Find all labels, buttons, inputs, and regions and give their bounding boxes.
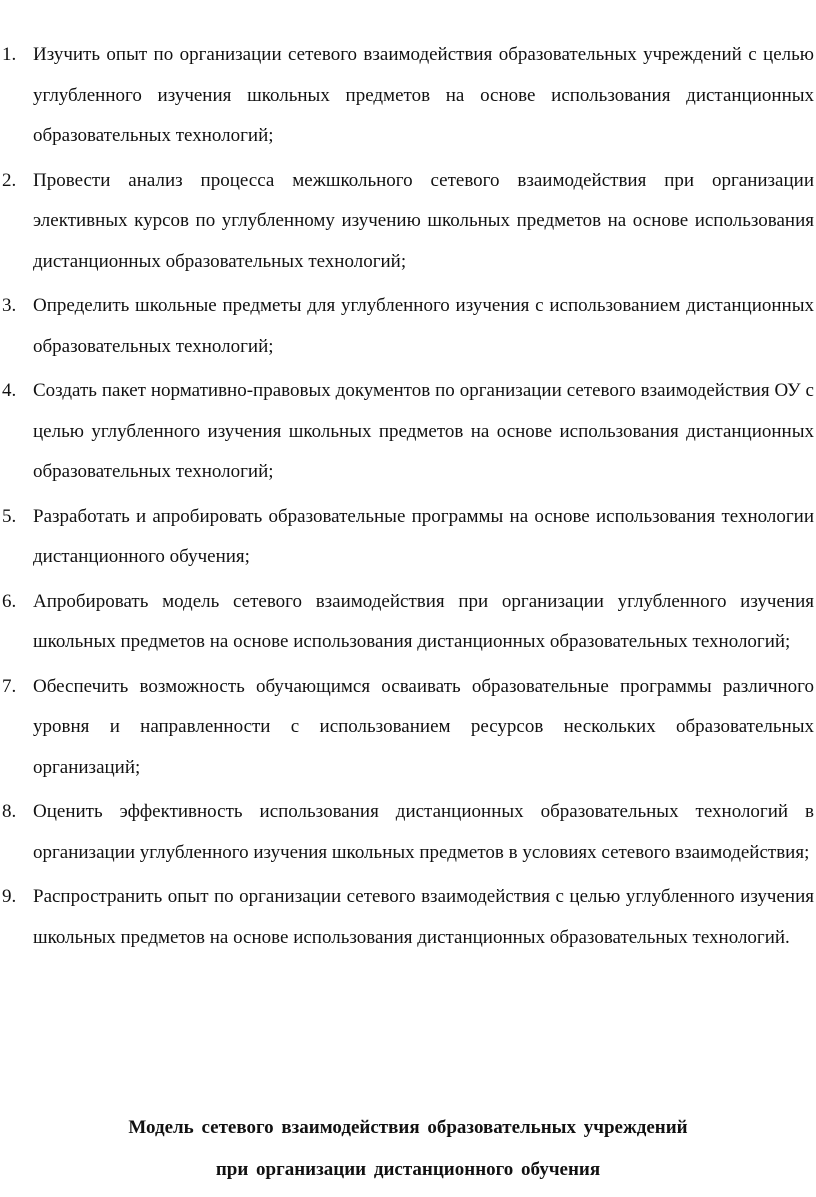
list-item (0, 286, 814, 367)
list-item-number: 5. (2, 505, 17, 527)
list-item (0, 792, 814, 873)
list-item-number: 7. (2, 675, 17, 697)
list-item (0, 371, 814, 493)
list-item-number: 2. (2, 169, 17, 191)
list-item (0, 497, 814, 578)
list-item-text: Апробировать модель сетевого взаимодействия при организации углубленного изучения школьных предметов на основе использования дистанционных образовательных технологий; (33, 590, 814, 652)
list-item-number: 6. (2, 590, 17, 612)
list-item-number: 8. (2, 801, 17, 822)
list-item (0, 582, 814, 663)
list-item (0, 877, 814, 958)
section-heading-line-2: при организации дистанционного обучения (215, 1159, 601, 1180)
list-item (0, 35, 814, 157)
list-item (0, 161, 814, 283)
list-item-text: Распространить опыт по организации сетевого взаимодействия с целью углубленного изучения школьных предметов на основе использования дистанционных образовательных технологий. (33, 886, 814, 948)
section-heading-line-1: Модель сетевого взаимодействия образовательных учреждений (128, 1117, 688, 1138)
list-item-text: Изучить опыт по организации сетевого взаимодействия образовательных учреждений с целью углубленного изучения школьных предметов на основе использования дистанционных образовательных технологий; (33, 44, 814, 146)
list-item-number: 9. (2, 886, 17, 907)
list-item (0, 667, 814, 789)
list-item-text: Разработать и апробировать образовательные программы на основе использования технологии дистанционного обучения; (33, 505, 814, 567)
list-item-text: Определить школьные предметы для углубленного изучения с использованием дистанционных образовательных технологий; (33, 295, 814, 357)
list-item-text: Обеспечить возможность обучающимся осваивать образовательные программы различного уровня и направленности с использованием ресурсов нескольких образовательных организаций; (33, 675, 814, 778)
list-item-number: 3. (2, 295, 17, 316)
list-item-text: Создать пакет нормативно-правовых документов по организации сетевого взаимодействия ОУ с целью углубленного изучения школьных предметов на основе использования дистанционных образовательных технологий; (33, 380, 814, 482)
list-item-text: Провести анализ процесса межшкольного сетевого взаимодействия при организации элективных курсов по углубленному изучению школьных предметов на основе использования дистанционных образовательных технологий; (33, 169, 814, 272)
list-item-number: 4. (2, 380, 17, 401)
list-item-number: 1. (2, 44, 17, 65)
list-item-text: Оценить эффективность использования дистанционных образовательных технологий в организации углубленного изучения школьных предметов в условиях сетевого взаимодействия; (33, 801, 814, 863)
tasks-list (0, 35, 814, 958)
